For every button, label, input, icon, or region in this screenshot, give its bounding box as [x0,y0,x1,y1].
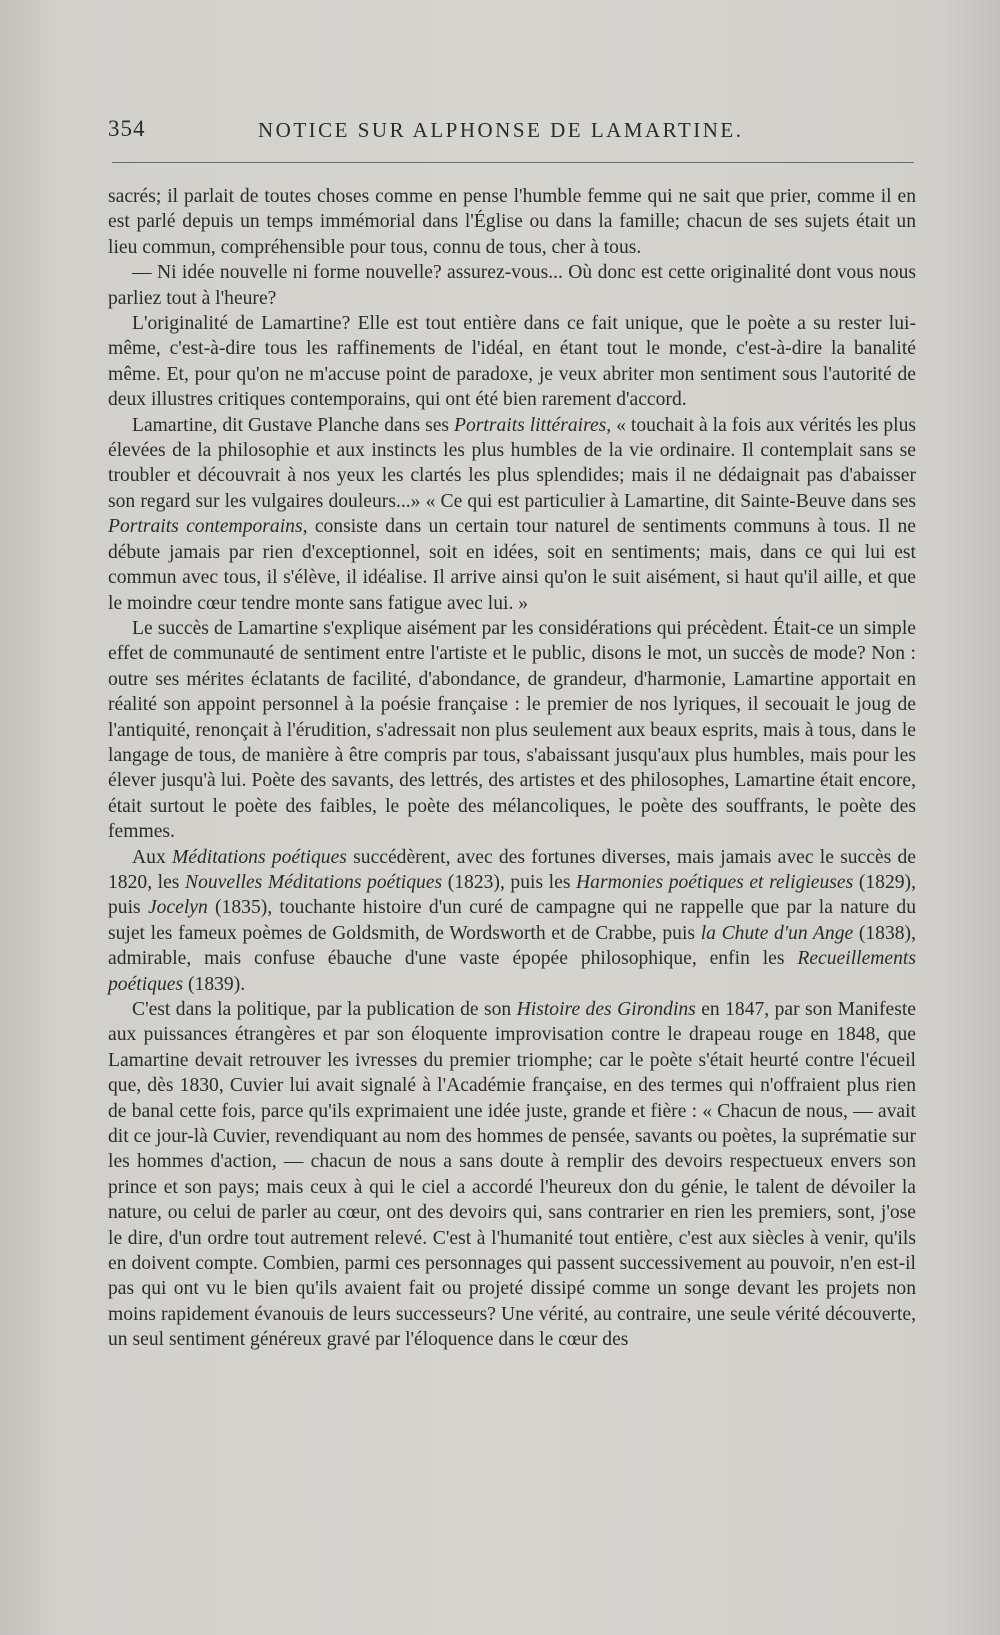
text-run: , consiste dans un certain tour naturel de sentiments communs à tous. Il ne débute jamais par rien d'exceptionnel, soit en idées, soit en sentiments; mais, dans ce qui lui est commun avec tous, il s'élève, il idéalise. Il arrive ainsi qu'on le suit aisément, si haut qu'il aille, et que le moindre cœur tendre monte sans fatigue avec lui. » [108,516,916,614]
text-run: Aux [132,846,172,868]
title-girondins: Histoire des Girondins [516,999,696,1020]
paragraph-objection: — Ni idée nouvelle ni forme nouvelle? assurez-vous... Où donc est cette originalité dont vous nous parliez tout à l'heure? [108,262,916,309]
page-header [108,116,916,146]
text-run: , « touchait à la fois aux vérités les plus élevées de la philosophie et aux instincts les plus humbles de la vie ordinaire. Il contemplait sans se troubler et découvrait à nos yeux les clartés les plus splendides; mais il ne dédaignait pas d'abaisser son regard sur les vulgaires douleurs...» « Ce qui est particulier à Lamartine, dit Sainte-Beuve dans ses [108,414,916,512]
text-run: (1823), puis les [442,871,577,893]
text-run: (1835), touchante histoire d'un curé de campagne qui ne rappelle que par la nature du sujet les fameux poèmes de Goldsmith, de Wordsworth et de Crabbe, puis [108,897,916,944]
text-run: (1829), puis [108,871,916,919]
title-harmonies: Harmonies poétiques et religieuses [576,871,854,893]
body-text [108,184,916,1353]
title-chute-ange: la Chute d'un Ange [700,922,854,944]
title-meditations: Méditations poétiques [171,846,347,868]
text-run: en 1847, par son Manifeste aux puissances étrangères et par son éloquente improvisation contre le drapeau rouge en 1848, que Lamartine devait retrouver les ivresses du premier triomphe; car le poète s'était heurté contre l'écueil que, dès 1830, Cuvier lui avait signalé à l'Académie française, en des termes qui n'offraient plus rien de banal cette fois, parce qu'ils exprimaient une idée juste, grande et fière : « Chacun de nous, — avait dit ce jour-là Cuvier, revendiquant au nom des hommes de pensée, savants ou poètes, la suprématie sur les hommes d'action, — chacun de nous a sans doute à remplir des devoirs respectueux envers son prince et son pays; mais ceux à qui le ciel a accordé l'heureux don du génie, le talent de dévoiler la nature, ou celui de parler au cœur, ont des devoirs qui, sans contrarier en rien les premiers, sont, j'ose le dire, d'un ordre tout autrement relevé. C'est à l'humanité tout entière, c'est aux siècles à venir, qu'ils en doivent compte. Combien, parmi ces personnages qui passent successivement au pouvoir, n'en est-il pas qui ont vu le bien qu'ils avaient fait ou projeté dissipé comme un songe devant les projets non moins rapidement évanouis de leurs successeurs? Une vérité, au contraire, une seule vérité découverte, un seul sentiment généreux gravé par l'éloquence dans le cœur des [108,999,916,1351]
paragraph-continued: sacrés; il parlait de toutes choses comme en pense l'humble femme qui ne sait que prier, comme il en est parlé depuis un temps immémorial dans l'Église ou dans la famille; chacun de ses sujets était un lieu commun, compréhensible pour tous, connu de tous, cher à tous. [108,186,916,258]
title-portraits-litteraires: Portraits littéraires [454,414,607,436]
header-rule [112,162,914,163]
title-jocelyn: Jocelyn [147,897,208,919]
page-number: 354 [108,116,146,141]
title-recueillements: Recueillements poétiques [108,948,916,995]
paragraph-originality: L'originalité de Lamartine? Elle est tout entière dans ce fait unique, que le poète a su rester lui-même, c'est-à-dire tous les raffinements de l'idéal, en étant tout le monde, c'est-à-dire la banalité même. Et, pour qu'on ne m'accuse point de paradoxe, je veux abriter mon sentiment sous l'autorité de deux illustres critiques contemporains, qui ont été bien rarement d'accord. [108,313,916,411]
paragraph-works [108,845,916,997]
text-run: C'est dans la politique, par la publication de son [132,999,517,1020]
text-run: Lamartine, dit Gustave Planche dans ses [132,414,454,436]
paragraph-success: Le succès de Lamartine s'explique aisément par les considérations qui précèdent. Était-ce un simple effet de communauté de sentiment entre l'artiste et le public, disons le mot, un succès de mode? Non : outre ses mérites éclatants de facilité, d'abondance, de grandeur, d'harmonie, Lamartine apportait en réalité son appoint personnel à la poésie française : le premier de nos lyriques, il secouait le joug de l'antiquité, renonçait à l'érudition, s'adressait non plus seulement aux beaux esprits, mais à tous, dans le langage de tous, de manière à être compris par tous, s'abaissant jusqu'aux plus humbles, mais pour les élever jusqu'à lui. Poète des savants, des lettrés, des artistes et des philosophes, Lamartine était encore, était surtout le poète des faibles, le poète des mélancoliques, le poète des souffrants, le poète des femmes. [108,617,916,843]
text-run: succédèrent, avec des fortunes diverses, mais jamais avec le succès de 1820, les [108,846,916,893]
text-run: (1838), admirable, mais confuse ébauche d'une vaste épopée philosophique, enfin les [108,922,916,970]
title-portraits-contemporains: Portraits contemporains [108,516,303,538]
paragraph-critics-quote [108,413,916,616]
text-run: (1839). [183,973,246,995]
running-title: NOTICE SUR ALPHONSE DE LAMARTINE. [258,118,744,142]
paragraph-politics [108,997,916,1353]
title-nouvelles-meditations: Nouvelles Méditations poétiques [185,871,443,893]
